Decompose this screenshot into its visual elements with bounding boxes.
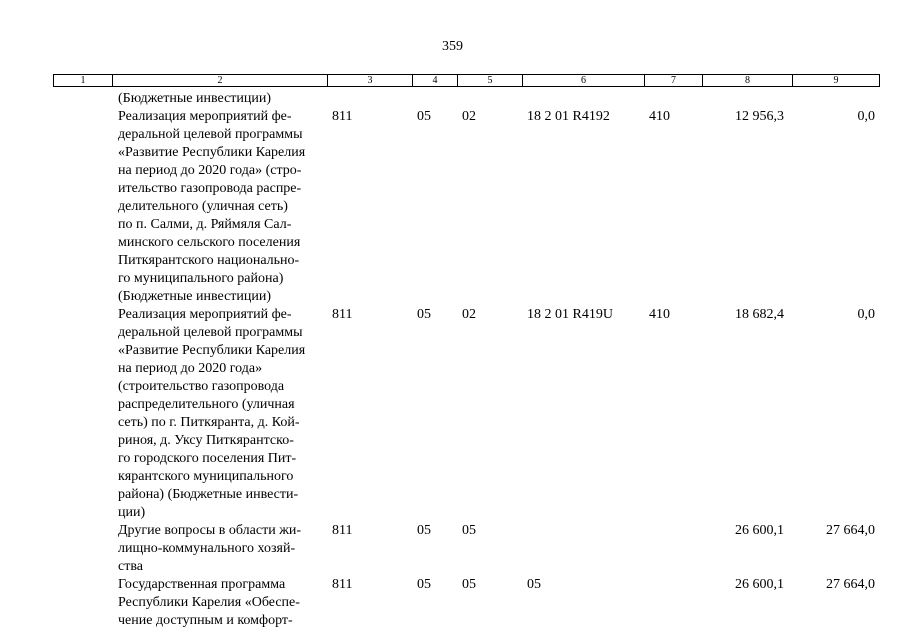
col-8-value: 18 682,4 [735,307,784,322]
row-description [118,108,328,306]
description-line: Государственная программа [118,577,286,592]
description-line: сеть) по г. Питкяранта, д. Кой- [118,415,300,430]
description-line: «Развитие Республики Карелия [118,145,306,160]
col-5-value: 02 [462,109,476,124]
col-3-value: 811 [332,523,353,538]
col-4-value: 05 [417,523,431,538]
table-row [0,90,905,108]
col-5-value: 05 [462,577,476,592]
description-line: чение доступным и комфорт- [118,613,293,628]
description-line: (строительство газопровода [118,379,285,394]
description-line: (Бюджетные инвестиции) [118,289,272,304]
col-9-value: 0,0 [857,307,875,322]
col-8-value: 26 600,1 [735,577,784,592]
header-col-4: 4 [412,75,457,86]
description-line: распределительного (уличная [118,397,295,412]
table-row [0,306,905,522]
description-line: минского сельского поселения [118,235,301,250]
table-body [0,90,905,630]
col-5-value: 05 [462,523,476,538]
col-3-value: 811 [332,307,353,322]
description-line: (Бюджетные инвестиции) [118,91,272,106]
col-4-value: 05 [417,577,431,592]
description-line: Республики Карелия «Обеспе- [118,595,300,610]
description-line: го муниципального района) [118,271,284,286]
description-line: ства [118,559,143,574]
description-line: по п. Салми, д. Ряймяля Сал- [118,217,292,232]
description-line: на период до 2020 года» [118,361,263,376]
description-line: деральной целевой программы [118,325,303,340]
col-6-value: 05 [527,577,541,592]
col-4-value: 05 [417,307,431,322]
header-col-1: 1 [80,75,86,86]
col-6-value: 18 2 01 R419U [527,307,613,322]
description-line: риноя, д. Уксу Питкярантско- [118,433,294,448]
col-9-value: 27 664,0 [826,523,875,538]
description-line: Реализация мероприятий фе- [118,109,292,124]
col-9-value: 27 664,0 [826,577,875,592]
description-line: кярантского муниципального [118,469,294,484]
description-line: Реализация мероприятий фе- [118,307,292,322]
col-9-value: 0,0 [857,109,875,124]
header-col-6: 6 [522,75,644,86]
description-line: на период до 2020 года» (стро- [118,163,302,178]
table-header [53,74,880,87]
description-line: Другие вопросы в области жи- [118,523,302,538]
table-row [0,522,905,576]
header-col-3: 3 [327,75,412,86]
table-row [0,108,905,306]
page-number: 359 [442,39,463,54]
col-4-value: 05 [417,109,431,124]
header-col-8: 8 [702,75,792,86]
col-3-value: 811 [332,577,353,592]
description-line: Питкярантского национально- [118,253,300,268]
row-description [118,522,328,576]
description-line: ительство газопровода распре- [118,181,302,196]
row-description [118,306,328,522]
description-line: делительного (уличная сеть) [118,199,288,214]
col-8-value: 26 600,1 [735,523,784,538]
col-8-value: 12 956,3 [735,109,784,124]
description-line: лищно-коммунального хозяй- [118,541,296,556]
header-col-5: 5 [457,75,522,86]
description-line: «Развитие Республики Карелия [118,343,306,358]
row-description [118,576,328,630]
description-line: ции) [118,505,146,520]
header-col-2: 2 [112,75,327,86]
description-line: го городского поселения Пит- [118,451,297,466]
header-col-9: 9 [792,75,879,86]
description-line: района) (Бюджетные инвести- [118,487,299,502]
col-3-value: 811 [332,109,353,124]
col-7-value: 410 [649,109,670,124]
table-row [0,576,905,630]
col-5-value: 02 [462,307,476,322]
header-col-7: 7 [644,75,702,86]
col-6-value: 18 2 01 R4192 [527,109,610,124]
col-7-value: 410 [649,307,670,322]
row-description [118,90,328,108]
description-line: деральной целевой программы [118,127,303,142]
